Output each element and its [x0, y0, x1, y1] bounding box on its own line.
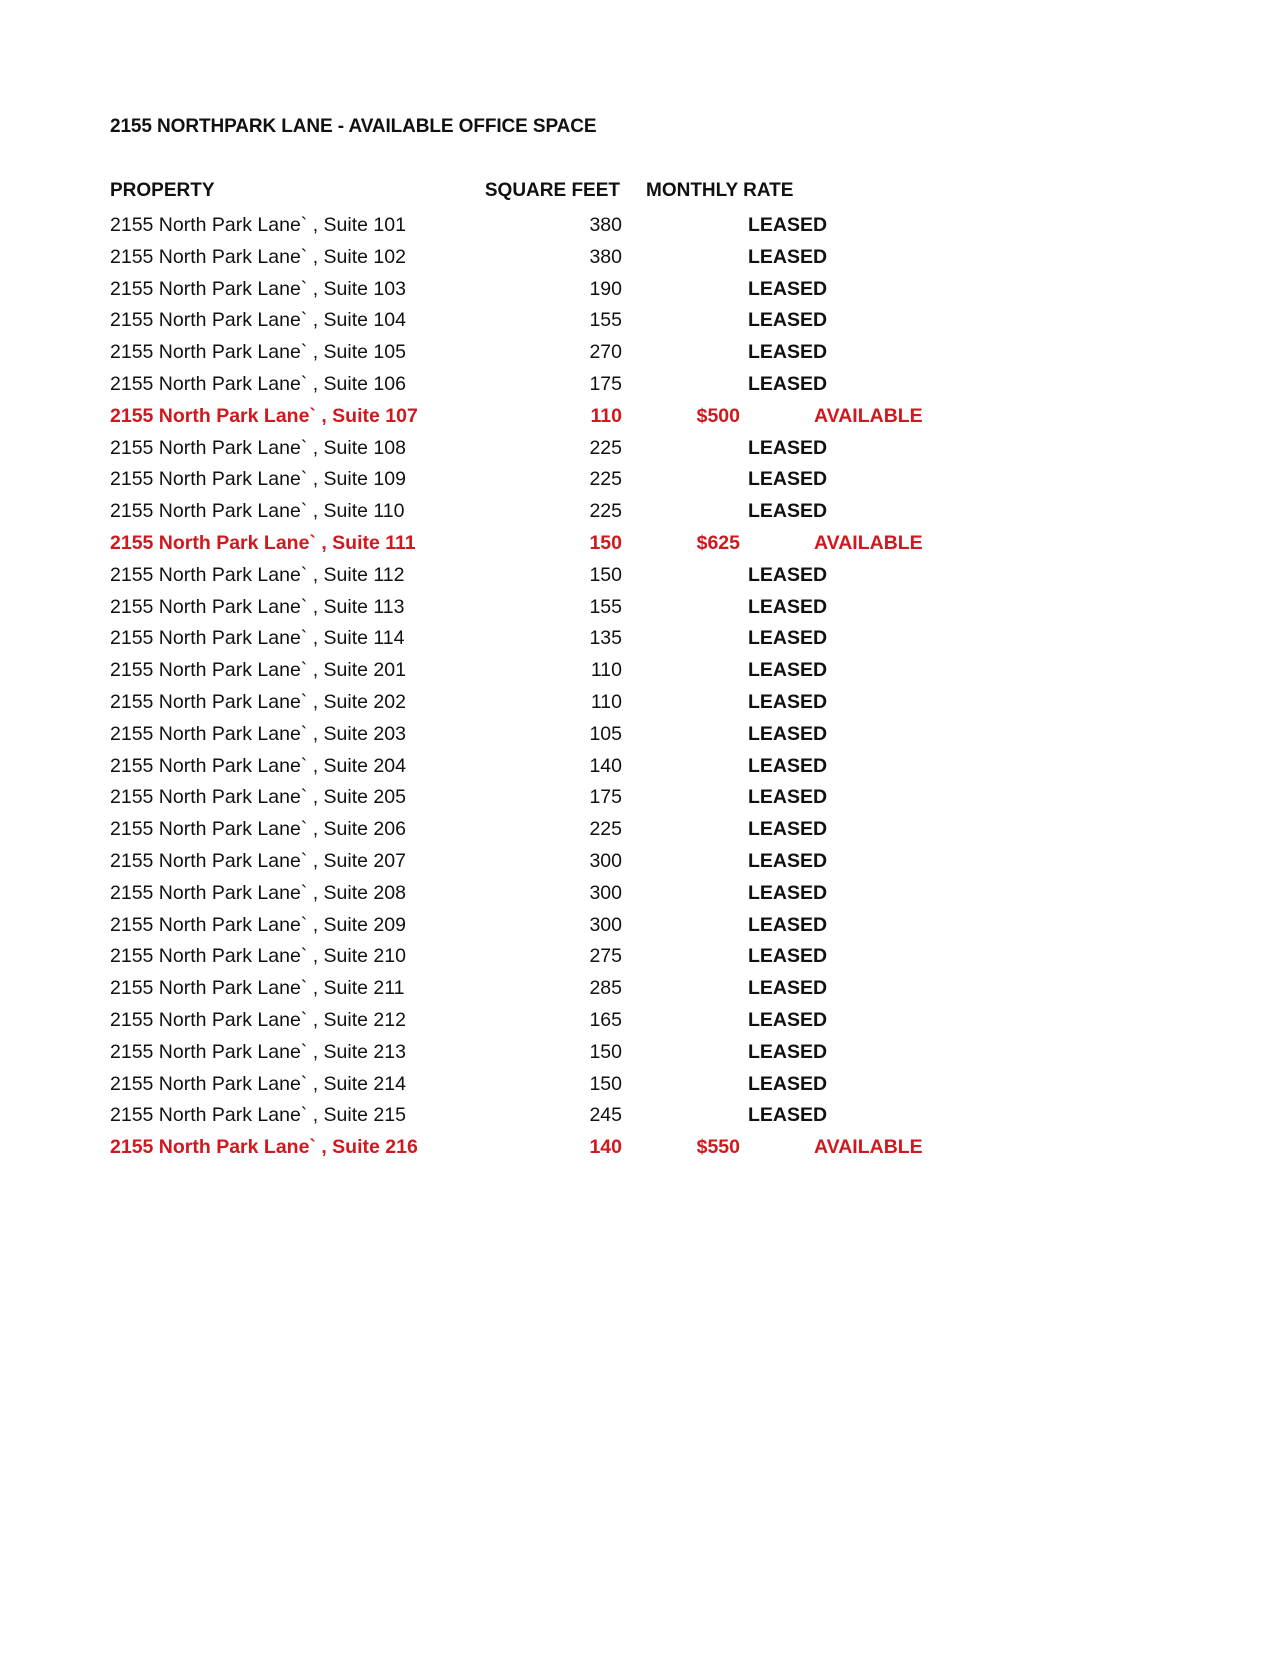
- status-cell: LEASED: [748, 245, 828, 268]
- square-feet-cell: 300: [589, 913, 622, 936]
- property-cell: 2155 North Park Lane` , Suite 210: [110, 945, 406, 968]
- table-row: [0, 753, 1280, 785]
- status-cell: LEASED: [748, 595, 828, 618]
- status-cell: LEASED: [748, 881, 828, 904]
- property-cell: 2155 North Park Lane` , Suite 213: [110, 1040, 406, 1063]
- property-cell: 2155 North Park Lane` , Suite 111: [110, 531, 416, 554]
- square-feet-cell: 245: [589, 1104, 622, 1127]
- status-cell: LEASED: [748, 214, 828, 236]
- property-cell: 2155 North Park Lane` , Suite 216: [110, 1136, 418, 1159]
- status-cell: LEASED: [748, 754, 828, 777]
- table-row: [0, 371, 1280, 403]
- column-header-property: PROPERTY: [110, 180, 215, 201]
- status-cell: LEASED: [748, 945, 828, 968]
- square-feet-cell: 150: [589, 1072, 622, 1095]
- property-cell: 2155 North Park Lane` , Suite 204: [110, 754, 406, 777]
- square-feet-cell: 190: [589, 277, 622, 300]
- table-row: [0, 276, 1280, 308]
- square-feet-cell: 150: [589, 531, 622, 554]
- table-row: [0, 1071, 1280, 1103]
- status-cell: LEASED: [748, 722, 828, 745]
- status-cell: LEASED: [748, 977, 828, 1000]
- property-cell: 2155 North Park Lane` , Suite 102: [110, 245, 406, 268]
- status-cell: LEASED: [748, 277, 828, 300]
- property-cell: 2155 North Park Lane` , Suite 114: [110, 627, 405, 650]
- status-cell: LEASED: [748, 436, 828, 459]
- monthly-rate-cell: $625: [696, 531, 740, 554]
- status-cell: LEASED: [748, 690, 828, 713]
- table-row: [0, 435, 1280, 467]
- square-feet-cell: 135: [589, 627, 622, 650]
- status-cell: LEASED: [748, 563, 828, 586]
- status-cell: LEASED: [748, 849, 828, 872]
- property-cell: 2155 North Park Lane` , Suite 104: [110, 309, 406, 332]
- square-feet-cell: 140: [589, 1136, 622, 1159]
- status-cell: LEASED: [748, 500, 828, 523]
- status-cell: LEASED: [748, 309, 828, 332]
- column-header-square-feet: SQUARE FEET: [484, 180, 620, 201]
- property-cell: 2155 North Park Lane` , Suite 212: [110, 1008, 406, 1031]
- property-cell: 2155 North Park Lane` , Suite 207: [110, 849, 406, 872]
- square-feet-cell: 175: [589, 786, 622, 809]
- table-header: [0, 180, 1280, 206]
- property-cell: 2155 North Park Lane` , Suite 106: [110, 372, 406, 395]
- status-cell: LEASED: [748, 1040, 828, 1063]
- square-feet-cell: 165: [589, 1008, 622, 1031]
- table-row: [0, 625, 1280, 657]
- status-cell: AVAILABLE: [814, 404, 923, 427]
- table-row: [0, 880, 1280, 912]
- property-cell: 2155 North Park Lane` , Suite 108: [110, 436, 406, 459]
- table-row: [0, 307, 1280, 339]
- table-row: [0, 1134, 1280, 1166]
- square-feet-cell: 225: [589, 818, 622, 841]
- property-cell: 2155 North Park Lane` , Suite 113: [110, 595, 405, 618]
- table-row: [0, 339, 1280, 371]
- table-row: [0, 721, 1280, 753]
- square-feet-cell: 285: [589, 977, 622, 1000]
- table-row: [0, 784, 1280, 816]
- table-row: [0, 1039, 1280, 1071]
- table-row: [0, 657, 1280, 689]
- status-cell: LEASED: [748, 1008, 828, 1031]
- table-row: [0, 498, 1280, 530]
- square-feet-cell: 150: [589, 563, 622, 586]
- table-row: [0, 816, 1280, 848]
- column-header-monthly-rate: MONTHLY RATE: [646, 180, 794, 201]
- property-cell: 2155 North Park Lane` , Suite 205: [110, 786, 406, 809]
- square-feet-cell: 225: [589, 468, 622, 491]
- property-cell: 2155 North Park Lane` , Suite 103: [110, 277, 406, 300]
- square-feet-cell: 300: [589, 881, 622, 904]
- status-cell: LEASED: [748, 1104, 828, 1127]
- square-feet-cell: 380: [589, 214, 622, 236]
- property-cell: 2155 North Park Lane` , Suite 112: [110, 563, 405, 586]
- table-row: [0, 1102, 1280, 1134]
- property-cell: 2155 North Park Lane` , Suite 203: [110, 722, 406, 745]
- property-cell: 2155 North Park Lane` , Suite 101: [110, 214, 406, 236]
- table-row: [0, 975, 1280, 1007]
- monthly-rate-cell: $550: [696, 1136, 740, 1159]
- table-row: [0, 530, 1280, 562]
- square-feet-cell: 225: [589, 436, 622, 459]
- status-cell: AVAILABLE: [814, 531, 923, 554]
- property-cell: 2155 North Park Lane` , Suite 105: [110, 341, 406, 364]
- table-row: [0, 212, 1280, 244]
- table-row: [0, 466, 1280, 498]
- square-feet-cell: 110: [590, 404, 622, 427]
- status-cell: LEASED: [748, 659, 828, 682]
- square-feet-cell: 110: [590, 659, 622, 682]
- property-cell: 2155 North Park Lane` , Suite 107: [110, 404, 418, 427]
- status-cell: LEASED: [748, 913, 828, 936]
- status-cell: AVAILABLE: [814, 1136, 923, 1159]
- table-row: [0, 1007, 1280, 1039]
- status-cell: LEASED: [748, 786, 828, 809]
- square-feet-cell: 105: [589, 722, 622, 745]
- table-row: [0, 403, 1280, 435]
- property-cell: 2155 North Park Lane` , Suite 211: [110, 977, 405, 1000]
- property-cell: 2155 North Park Lane` , Suite 209: [110, 913, 406, 936]
- property-cell: 2155 North Park Lane` , Suite 208: [110, 881, 406, 904]
- table-row: [0, 689, 1280, 721]
- square-feet-cell: 150: [589, 1040, 622, 1063]
- square-feet-cell: 110: [590, 690, 622, 713]
- table-row: [0, 244, 1280, 276]
- table-row: [0, 848, 1280, 880]
- square-feet-cell: 155: [589, 595, 622, 618]
- square-feet-cell: 380: [589, 245, 622, 268]
- square-feet-cell: 275: [589, 945, 622, 968]
- table-row: [0, 943, 1280, 975]
- status-cell: LEASED: [748, 372, 828, 395]
- status-cell: LEASED: [748, 818, 828, 841]
- property-cell: 2155 North Park Lane` , Suite 214: [110, 1072, 406, 1095]
- square-feet-cell: 225: [589, 500, 622, 523]
- property-cell: 2155 North Park Lane` , Suite 109: [110, 468, 406, 491]
- property-cell: 2155 North Park Lane` , Suite 215: [110, 1104, 406, 1127]
- property-cell: 2155 North Park Lane` , Suite 206: [110, 818, 406, 841]
- property-cell: 2155 North Park Lane` , Suite 202: [110, 690, 406, 713]
- square-feet-cell: 155: [589, 309, 622, 332]
- monthly-rate-cell: $500: [696, 404, 740, 427]
- property-cell: 2155 North Park Lane` , Suite 110: [110, 500, 405, 523]
- property-cell: 2155 North Park Lane` , Suite 201: [110, 659, 406, 682]
- status-cell: LEASED: [748, 341, 828, 364]
- page-title: 2155 NORTHPARK LANE - AVAILABLE OFFICE SPACE: [110, 116, 597, 137]
- status-cell: LEASED: [748, 627, 828, 650]
- table-row: [0, 562, 1280, 594]
- status-cell: LEASED: [748, 1072, 828, 1095]
- table-row: [0, 912, 1280, 944]
- table-row: [0, 594, 1280, 626]
- square-feet-cell: 270: [589, 341, 622, 364]
- square-feet-cell: 140: [589, 754, 622, 777]
- status-cell: LEASED: [748, 468, 828, 491]
- square-feet-cell: 300: [589, 849, 622, 872]
- square-feet-cell: 175: [589, 372, 622, 395]
- suite-table-body: [0, 212, 1280, 1166]
